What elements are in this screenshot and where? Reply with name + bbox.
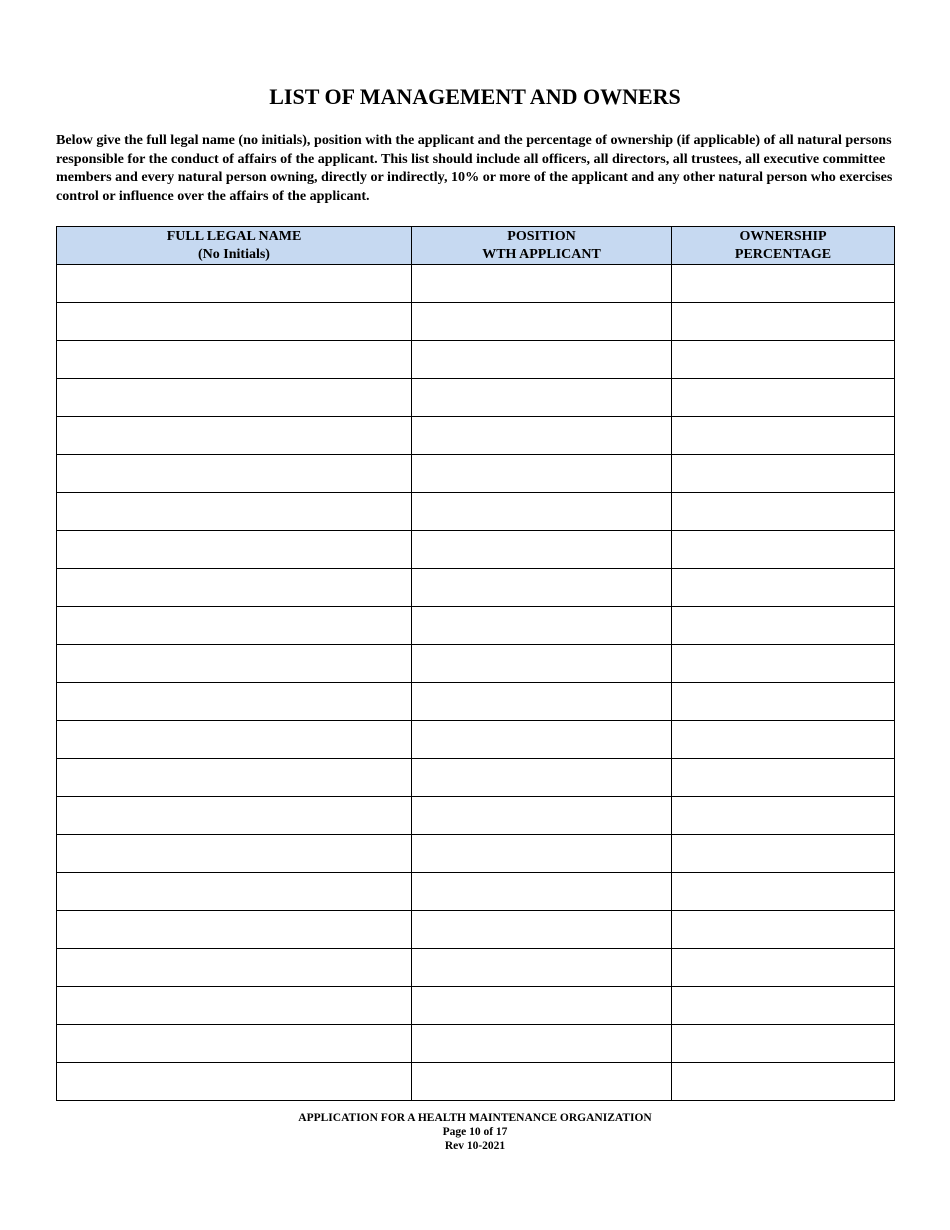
management-owners-table [56,226,895,1101]
ownership-percentage-cell[interactable] [672,379,895,417]
ownership-percentage-cell[interactable] [672,1063,895,1101]
position-cell[interactable] [412,1025,672,1063]
ownership-percentage-cell[interactable] [672,911,895,949]
position-cell[interactable] [412,417,672,455]
ownership-percentage-cell[interactable] [672,531,895,569]
table-row [57,759,895,797]
position-cell[interactable] [412,455,672,493]
table-row [57,721,895,759]
instructions-paragraph: Below give the full legal name (no initials), position with the applicant and the percentage of ownership (if applicable) of all natural persons responsible for the conduct of affairs of the applicant. This list should include all officers, all directors, all trustees, all executive committee members and every natural person owning, directly or indirectly, 10% or more of the applicant and any other natural person who exercises control or influence over the affairs of the applicant. [56,132,893,204]
ownership-percentage-cell[interactable] [672,455,895,493]
page-footer [0,1111,950,1153]
position-cell[interactable] [412,873,672,911]
table-row [57,949,895,987]
header-position-line1: POSITION [507,228,576,244]
table-row [57,607,895,645]
ownership-percentage-cell[interactable] [672,987,895,1025]
header-full-legal-name [57,227,412,265]
full-legal-name-cell[interactable] [57,911,412,949]
position-cell[interactable] [412,797,672,835]
table-header-row [57,227,895,265]
position-cell[interactable] [412,645,672,683]
full-legal-name-cell[interactable] [57,721,412,759]
ownership-percentage-cell[interactable] [672,645,895,683]
table-row [57,303,895,341]
position-cell[interactable] [412,911,672,949]
position-cell[interactable] [412,683,672,721]
full-legal-name-cell[interactable] [57,417,412,455]
full-legal-name-cell[interactable] [57,265,412,303]
table-row [57,455,895,493]
full-legal-name-cell[interactable] [57,379,412,417]
ownership-percentage-cell[interactable] [672,759,895,797]
ownership-percentage-cell[interactable] [672,949,895,987]
full-legal-name-cell[interactable] [57,455,412,493]
full-legal-name-cell[interactable] [57,531,412,569]
header-position-line2: WTH APPLICANT [482,246,601,262]
table-row [57,531,895,569]
ownership-percentage-cell[interactable] [672,835,895,873]
header-position [412,227,672,265]
full-legal-name-cell[interactable] [57,569,412,607]
table-row [57,569,895,607]
ownership-percentage-cell[interactable] [672,417,895,455]
ownership-percentage-cell[interactable] [672,569,895,607]
table-row [57,417,895,455]
table-row [57,1063,895,1101]
ownership-percentage-cell[interactable] [672,607,895,645]
full-legal-name-cell[interactable] [57,607,412,645]
position-cell[interactable] [412,1063,672,1101]
table-row [57,797,895,835]
full-legal-name-cell[interactable] [57,645,412,683]
ownership-percentage-cell[interactable] [672,341,895,379]
full-legal-name-cell[interactable] [57,987,412,1025]
ownership-percentage-cell[interactable] [672,721,895,759]
table-row [57,873,895,911]
table-row [57,493,895,531]
full-legal-name-cell[interactable] [57,493,412,531]
header-full-legal-name-line1: FULL LEGAL NAME [166,228,302,244]
position-cell[interactable] [412,265,672,303]
position-cell[interactable] [412,949,672,987]
footer-page-number: Page 10 of 17 [442,1126,508,1138]
table-row [57,683,895,721]
position-cell[interactable] [412,379,672,417]
ownership-percentage-cell[interactable] [672,797,895,835]
full-legal-name-cell[interactable] [57,835,412,873]
table-row [57,341,895,379]
table-row [57,835,895,873]
footer-form-title: APPLICATION FOR A HEALTH MAINTENANCE ORGANIZATION [298,1112,652,1124]
full-legal-name-cell[interactable] [57,797,412,835]
header-ownership-line1: OWNERSHIP [739,228,827,244]
header-ownership [672,227,895,265]
ownership-percentage-cell[interactable] [672,303,895,341]
table-row [57,911,895,949]
footer-revision: Rev 10-2021 [444,1140,506,1152]
table-row [57,987,895,1025]
full-legal-name-cell[interactable] [57,1063,412,1101]
full-legal-name-cell[interactable] [57,1025,412,1063]
position-cell[interactable] [412,835,672,873]
ownership-percentage-cell[interactable] [672,1025,895,1063]
full-legal-name-cell[interactable] [57,683,412,721]
ownership-percentage-cell[interactable] [672,873,895,911]
full-legal-name-cell[interactable] [57,303,412,341]
full-legal-name-cell[interactable] [57,341,412,379]
full-legal-name-cell[interactable] [57,873,412,911]
table-row [57,265,895,303]
header-full-legal-name-line2: (No Initials) [198,246,270,262]
position-cell[interactable] [412,759,672,797]
table-row [57,1025,895,1063]
table-body [57,265,895,1101]
full-legal-name-cell[interactable] [57,759,412,797]
position-cell[interactable] [412,303,672,341]
position-cell[interactable] [412,569,672,607]
page-title: LIST OF MANAGEMENT AND OWNERS [269,84,681,109]
position-cell[interactable] [412,341,672,379]
position-cell[interactable] [412,493,672,531]
table-row [57,645,895,683]
position-cell[interactable] [412,721,672,759]
table-row [57,379,895,417]
ownership-percentage-cell[interactable] [672,683,895,721]
position-cell[interactable] [412,987,672,1025]
position-cell[interactable] [412,607,672,645]
header-ownership-line2: PERCENTAGE [734,246,832,262]
full-legal-name-cell[interactable] [57,949,412,987]
ownership-percentage-cell[interactable] [672,493,895,531]
position-cell[interactable] [412,531,672,569]
ownership-percentage-cell[interactable] [672,265,895,303]
